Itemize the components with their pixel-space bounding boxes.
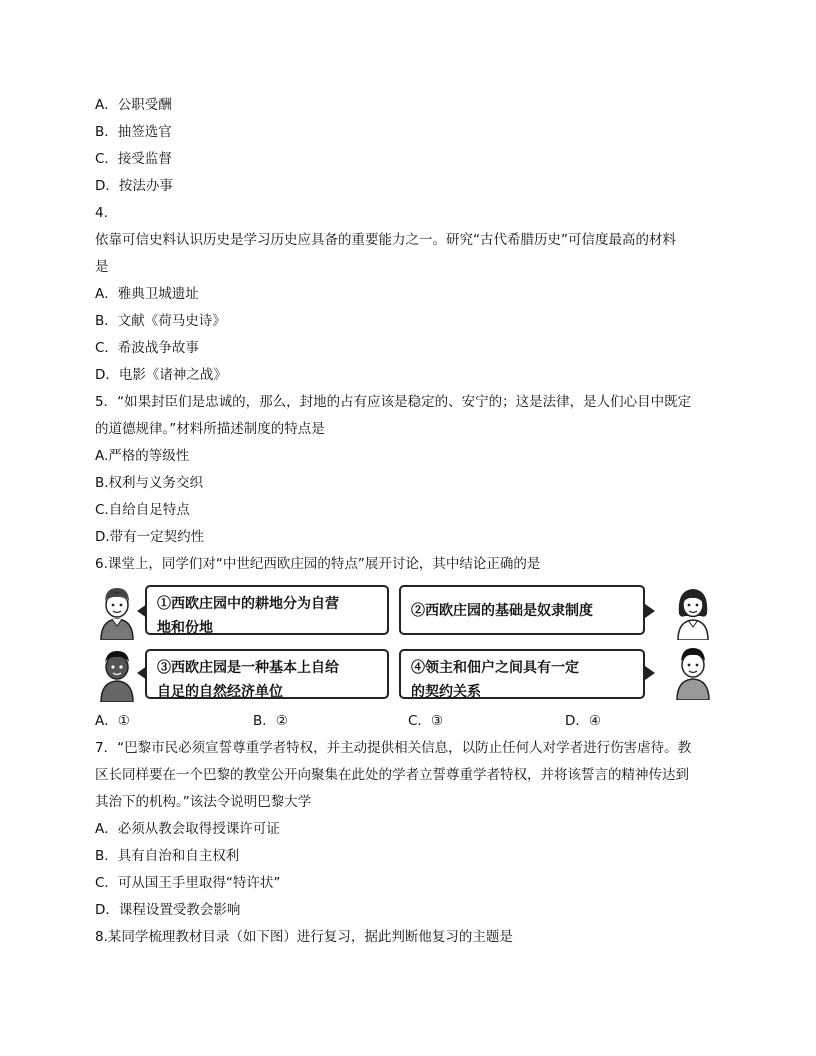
q6-statement-1-line1: ①西欧庄园中的耕地分为自营 xyxy=(157,596,339,612)
q7-option-a: A．必须从教会取得授课许可证 xyxy=(95,821,280,837)
q6-statement-2-line1: ②西欧庄园的基础是奴隶制度 xyxy=(411,603,593,619)
q5-stem-cont: 的道德规律。”材料所描述制度的特点是 xyxy=(95,421,325,437)
student-boy-avatar-icon xyxy=(97,646,137,702)
q6-statement-2 xyxy=(399,585,645,635)
q4-stem: 依靠可信史料认识历史是学习历史应具备的重要能力之一。研究“古代希腊历史”可信度最高的材料 xyxy=(95,232,676,248)
q6-statement-4-line1: ④领主和佃户之间具有一定 xyxy=(411,660,579,676)
q6-statement-4-line2: 的契约关系 xyxy=(411,684,481,700)
q6-statement-1-line2: 地和份地 xyxy=(157,620,213,636)
student-boy-avatar-icon xyxy=(97,584,137,640)
q6-statement-1 xyxy=(145,585,389,635)
bubble-tail xyxy=(645,666,655,680)
q6-statement-4 xyxy=(399,649,645,699)
q4-option-c: C．希波战争故事 xyxy=(95,340,199,356)
q6-option-b: B．② xyxy=(253,713,288,729)
q5-option-d: D.带有一定契约性 xyxy=(95,529,205,545)
q3-option-d: D．按法办事 xyxy=(95,178,173,194)
q3-option-a: A．公职受酬 xyxy=(95,97,172,113)
bubble-tail xyxy=(645,604,655,618)
q6-statement-3-line2: 自足的自然经济单位 xyxy=(157,684,283,700)
student-boy-avatar-icon xyxy=(673,644,713,700)
q5-stem: 5．“如果封臣们是忠诚的，那么，封地的占有应该是稳定的、安宁的；这是法律，是人们心目中既定 xyxy=(95,394,692,410)
q7-option-c: C．可从国王手里取得“特许状” xyxy=(95,875,281,891)
q5-option-b: B.权利与义务交织 xyxy=(95,475,204,491)
q6-option-c: C．③ xyxy=(408,713,444,729)
q6-stem: 6.课堂上，同学们对“中世纪西欧庄园的特点”展开讨论，其中结论正确的是 xyxy=(95,556,541,572)
q5-option-a: A.严格的等级性 xyxy=(95,448,190,464)
q3-option-b: B．抽签选官 xyxy=(95,124,172,140)
q4-option-b: B．文献《荷马史诗》 xyxy=(95,313,226,329)
q5-option-c: C.自给自足特点 xyxy=(95,502,190,518)
q7-option-d: D．课程设置受教会影响 xyxy=(95,902,241,918)
q4-option-d: D．电影《诸神之战》 xyxy=(95,367,227,383)
q3-option-c: C．接受监督 xyxy=(95,151,172,167)
student-girl-avatar-icon xyxy=(673,584,713,640)
q4-option-a: A．雅典卫城遗址 xyxy=(95,286,199,302)
q6-option-d: D．④ xyxy=(565,713,601,729)
q6-discussion-figure xyxy=(93,582,725,706)
q4-stem-cont: 是 xyxy=(95,259,109,275)
q4-number: 4. xyxy=(95,205,108,221)
q7-stem-cont: 区长同样要在一个巴黎的教堂公开向聚集在此处的学者立誓尊重学者特权，并将该誓言的精神传达到 xyxy=(95,767,689,783)
q6-option-a: A．① xyxy=(95,713,130,729)
q6-statement-3-line1: ③西欧庄园是一种基本上自给 xyxy=(157,660,339,676)
exam-page xyxy=(95,92,725,951)
q6-options xyxy=(95,708,725,735)
q7-option-b: B．具有自治和自主权利 xyxy=(95,848,240,864)
q6-statement-3 xyxy=(145,649,389,699)
q7-stem: 7．“巴黎市民必须宣誓尊重学者特权，并主动提供相关信息，以防止任何人对学者进行伤害虐待。教 xyxy=(95,740,692,756)
q7-stem-cont2: 其治下的机构。”该法令说明巴黎大学 xyxy=(95,794,312,810)
q8-stem: 8.某同学梳理教材目录（如下图）进行复习，据此判断他复习的主题是 xyxy=(95,929,513,945)
